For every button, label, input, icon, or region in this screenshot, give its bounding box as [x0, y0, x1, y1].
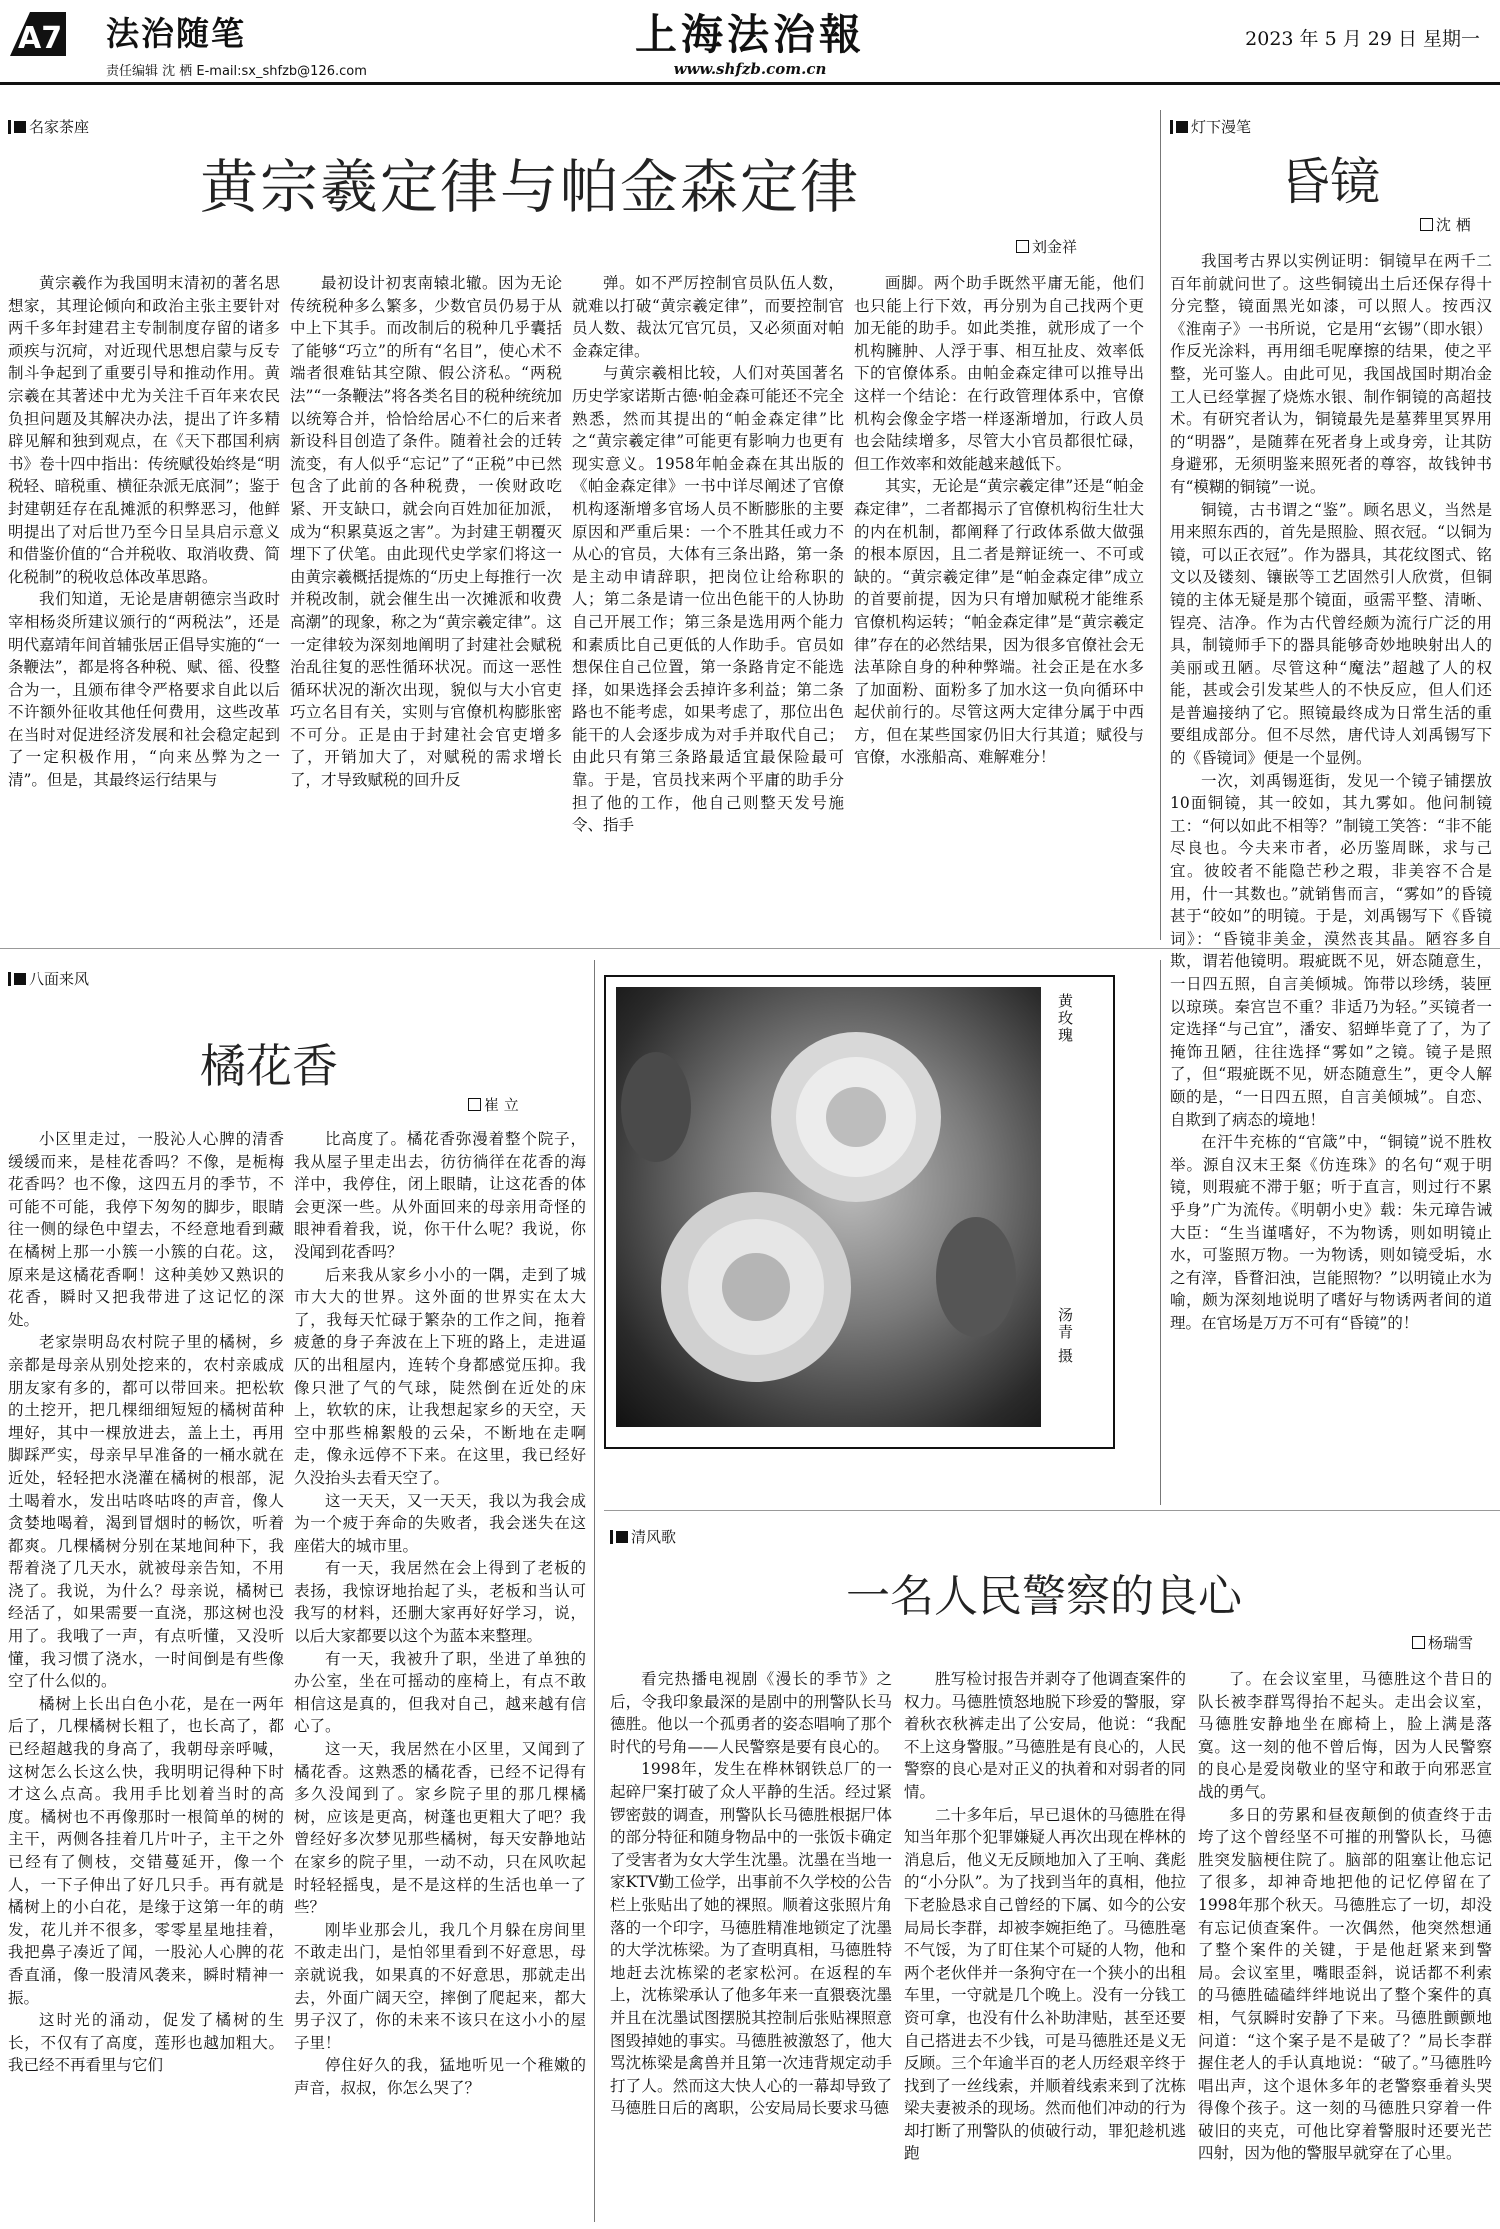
article2-title: 昏镜	[1280, 153, 1380, 211]
article4-column-3: 了。在会议室里，马德胜这个昔日的队长被李群骂得抬不起头。走出会议室，马德胜安静地坐在廊椅上，脸上满是落寞。这一刻的他不曾后悔，因为人民警察的良心是爱岗敬业的坚守和敢于向邪恶宣战的勇气。 多日的劳累和昼夜颠倒的侦查终于击垮了这个曾经坚不可摧的刑警队长，马德胜突发脑梗住院了。脑部的阻塞让他忘记了很多，却神奇地把他的记忆停留在了1998年那个秋天。马德胜忘了一切，却没有忘记侦查案件。一次偶然，他突然想通了整个案件的关键，于是他赶紧来到警局。会议室里，嘴眼歪斜，说话都不利索的马德胜磕磕绊绊地说出了整个案件的真相，气氛瞬时安静了下来。马德胜颤颤地问道：“这个案子是不是破了？”局长李群握住老人的手认真地说：“破了。”马德胜吟唱出声，这个退休多年的老警察垂着头哭得像个孩子。这一刻的马德胜只穿着一件破旧的夹克，可他比穿着警服时还要光芒四射，因为他的警服早就穿在了心里。	[1198, 1670, 1492, 2163]
column-divider	[1160, 110, 1161, 940]
section-title: 法治随笔	[106, 14, 246, 53]
article1-column-3: 弹。如不严厉控制官员队伍人数，就难以打破“黄宗羲定律”，而要控制官员人数、裁汰冗官冗员，又必须面对帕金森定律。 与黄宗羲相比较，人们对英国著名历史学家诺斯古德·帕金森可能还不完全熟悉，然而其提出的“帕金森定律”比之“黄宗羲定律”可能更有影响力也更有现实意义。1958年帕金森在其出版的《帕金森定律》一书中详尽阐述了官僚机构逐渐增多官场人员不断膨胀的主要原因和严重后果：一个不胜其任或力不从心的官员，大体有三条出路，第一条是主动申请辞职，把岗位让给称职的人；第二条是请一位出色能干的人协助自己开展工作；第三条是选用两个能力和素质比自己更低的人作助手。官员如想保住自己位置，第一条路肯定不能选择，如果选择会丢掉许多利益；第二条路也不能考虑，如果考虑了，那位出色能干的人会逐步成为对手并取代自己；由此只有第三条路最适宜最保险最可靠。于是，官员找来两个平庸的助手分担了他的工作，他自己则整天发号施令、指手	[572, 274, 844, 835]
article1-title: 黄宗羲定律与帕金森定律	[200, 153, 861, 221]
article4-column-1: 看完热播电视剧《漫长的季节》之后，令我印象最深的是剧中的刑警队长马德胜。他以一个孤勇者的姿态唱响了那个时代的号角——人民警察是要有良心的。 1998年，发生在桦林钢铁总厂的一起碎尸案打破了众人平静的生活。经过紧锣密鼓的调查，刑警队长马德胜根据尸体的部分特征和随身物品中的一张饭卡确定了受害者为女大学生沈墨。沈墨在当地一家KTV勤工俭学，出事前不久学校的公告栏上张贴出了她的裸照。顺着这张照片角落的一个印字，马德胜精准地锁定了沈墨的大学沈栋梁。为了查明真相，马德胜特地赶去沈栋梁的老家松河。在返程的车上，沈栋梁承认了他多年来一直猥亵沈墨并且在沈墨试图摆脱其控制后张贴裸照意图毁掉她的事实。马德胜被激怒了，他大骂沈栋梁是禽兽并且第一次违背规定动手打了人。然而这大快人心的一幕却导致了马德胜日后的离职，公安局局长要求马德	[610, 1670, 892, 2118]
article2-kicker: 灯下漫笔	[1170, 116, 1251, 137]
article3-column-2: 比高度了。橘花香弥漫着整个院子，我从屋子里走出去，彷彷徜徉在花香的海洋中，我停住，闭上眼睛，让这花香的体会更深一些。从外面回来的母亲用奇怪的眼神看着我，说，你干什么呢？我说，你没闻到花香吗？ 后来我从家乡小小的一隅，走到了城市大大的世界。这外面的世界实在太大了，我每天忙碌于繁杂的工作之间，拖着疲惫的身子奔波在上下班的路上，走进逼仄的出租屋内，连转个身都感觉压抑。我像只泄了气的气球，陡然倒在近处的床上，软软的床，让我想起家乡的天空，天空中那些棉絮般的云朵，不断地在走啊走，像永远停不下来。在这里，我已经好久没抬头去看天空了。 这一天天，又一天天，我以为我会成为一个疲于奔命的失败者，我会迷失在这座偌大的城市里。 有一天，我居然在会上得到了老板的表扬，我惊讶地抬起了头，老板和当认可我写的材料，还删大家再好好学习，说，以后大家都要以这个为蓝本来整理。 有一天，我被升了职，坐进了单独的办公室，坐在可摇动的座椅上，有点不敢相信这是真的，但我对自己，越来越有信心了。 这一天，我居然在小区里，又闻到了橘花香。这熟悉的橘花香，已经不记得有多久没闻到了。家乡院子里的那几棵橘树，应该是更高，树蓬也更粗大了吧？我曾经好多次梦见那些橘树，每天安静地站在家乡的院子里，一动不动，只在风吹起时轻轻摇曳，是不是这样的生活也单一了些？ 刚毕业那会儿，我几个月躲在房间里不敢走出门，是怕邻里看到不好意思，母亲就说我，如果真的不好意思，那就走出去，外面广阔天空，摔倒了爬起来，都大男子汉了，你的未来不该只在这小小的屋子里！ 停住好久的我，猛地听见一个稚嫩的声音，叔叔，你怎么哭了？	[294, 1130, 586, 2097]
row-divider	[604, 1510, 1500, 1511]
article3-title: 橘花香	[200, 1039, 338, 1093]
article1-column-4: 画脚。两个助手既然平庸无能，他们也只能上行下效，再分别为自己找两个更加无能的助手。如此类推，就形成了一个机构臃肿、人浮于事、相互扯皮、效率低下的官僚体系。由帕金森定律可以推导出这样一个结论：在行政管理体系中，官僚机构会像金字塔一样逐渐增加，行政人员也会陆续增多，尽管大小官员都很忙碌，但工作效率和效能越来越低下。 其实，无论是“黄宗羲定律”还是“帕金森定律”，二者都揭示了官僚机构衍生壮大的内在机制，都阐释了行政体系做大做强的根本原因，且二者是辩证统一、不可或缺的。“黄宗羲定律”是“帕金森定律”成立的首要前提，因为只有增加赋税才能维系官僚机构运转；“帕金森定律”是“黄宗羲定律”存在的必然结果，因为很多官僚社会无法革除自身的种种弊端。社会正是在水多了加面粉、面粉多了加水这一负向循环中起伏前行的。尽管这两大定律分属于中西方，但在某些国家仍旧大行其道；赋役与官僚，水涨船高、难解难分！	[854, 274, 1144, 767]
rose-photo	[616, 987, 1041, 1427]
page-number-text: A7	[18, 21, 63, 56]
editor-line: 责任编辑 沈 栖 E-mail:sx_shfzb@126.com	[106, 64, 367, 79]
article4-title: 一名人民警察的良心	[846, 1571, 1242, 1622]
article3-column-1: 小区里走过，一股沁人心脾的清香缓缓而来，是桂花香吗？不像，是栀梅花香吗？也不像，这四五月的季节，不可能不可能，我停下匆匆的脚步，眼睛往一侧的绿色中望去，不经意地看到藏在橘树上那一小簇一小簇的白花。这，原来是这橘花香啊！这种美妙又熟识的花香，瞬时又把我带进了这记忆的深处。 老家崇明岛农村院子里的橘树，乡亲都是母亲从别处挖来的，农村亲戚成朋友家有多的，都可以带回来。把松软的土挖开，把几棵细细短短的橘树苗种埋好，其中一棵放进去，盖上土，再用脚踩严实，母亲早早准备的一桶水就在近处，轻轻把水浇灌在橘树的根部，泥土喝着水，发出咕咚咕咚的声音，像人贪婪地喝着，渴到冒烟时的畅饮，听着都爽。几棵橘树分别在某地间种下，我帮着浇了几天水，就被母亲告知，不用浇了。我说，为什么？母亲说，橘树已经活了，如果需要一直浇，那这树也没用了。我哦了一声，有点听懂，又没听懂，我习惯了浇水，一时间倒是有些像空了什么似的。 橘树上长出白色小花，是在一两年后了，几棵橘树长粗了，也长高了，都已经超越我的身高了，我朝母亲呼喊，这树怎么长这么快，我明明记得种下时才这么点高。我用手比划着当时的高度。橘树也不再像那时一根简单的树的主干，两侧各挂着几片叶子，主干之外已经有了侧枝，交错蔓延开，像一个人，一下子伸出了好几只手。再有就是橘树上的小白花，是缘于这第一年的萌发，花儿并不很多，零零星星地挂着，我把鼻子凑近了闻，一股沁人心脾的花香直涌，像一股清风袭来，瞬时精神一振。 这时光的涌动，促发了橘树的生长，不仅有了高度，莲形也越加粗大。我已经不再看里与它们	[8, 1130, 284, 2075]
article3-byline: 崔 立	[468, 1094, 519, 1115]
photo-frame	[604, 975, 1115, 1449]
photo-title: 黄玫瑰	[1056, 993, 1074, 1044]
article3-kicker: 八面来风	[8, 968, 89, 989]
website[interactable]: www.shfzb.com.cn	[673, 60, 827, 78]
article4-column-2: 胜写检讨报告并剥夺了他调查案件的权力。马德胜愤怒地脱下珍爱的警服，穿着秋衣秋裤走出了公安局，他说：“我配不上这身警服。”马德胜是有良心的，人民警察的良心是对正义的执着和对弱者的同情。 二十多年后，早已退休的马德胜在得知当年那个犯罪嫌疑人再次出现在桦林的消息后，他义无反顾地加入了王响、龚彪的“小分队”。为了找到当年的真相，他拉下老脸恳求自己曾经的下属、如今的公安局局长李群，却被李婉拒绝了。马德胜毫不气馁，为了盯住某个可疑的人物，他和两个老伙伴并一条狗守在一个狭小的出租车里，一守就是几个晚上。没有一分钱工资可拿，也没有什么补助津贴，甚至还要自己搭进去不少钱，可是马德胜还是义无反顾。三个年逾半百的老人历经艰辛终于找到了一丝线索，并顺着线索来到了沈栋梁夫妻被杀的现场。然而他们冲动的行为却打断了刑警队的侦破行动，罪犯趁机逃跑	[904, 1670, 1186, 2163]
masthead: 上海法治報	[634, 10, 865, 59]
article2-byline: 沈 栖	[1420, 214, 1471, 235]
page-number	[8, 8, 78, 58]
article1-column-1: 黄宗羲作为我国明末清初的著名思想家，其理论倾向和政治主张主要针对两千多年封建君主专制制度存留的诸多顽疾与沉疴，对近现代思想启蒙与反专制斗争起到了重要引导和推动作用。黄宗羲在其著述中尤为关注千百年来农民负担问题及其解决办法，提出了许多精辟见解和独到观点，在《天下郡国利病书》卷十四中指出：传统赋役始终是“明税轻、暗税重、横征杂派无底洞”；鉴于封建朝廷存在乱摊派的积弊恶习，他鲜明提出了对后世乃至今日呈具启示意义和借鉴价值的“合并税收、取消收费、简化税制”的税收总体改革思路。 我们知道，无论是唐朝德宗当政时宰相杨炎所建议颁行的“两税法”，还是明代嘉靖年间首辅张居正倡导实施的“一条鞭法”，都是将各种税、赋、徭、役整合为一，且颁布律令严格要求自此以后不许额外征收其他任何费用，这些改革在当时对促进经济发展和社会稳定起到了一定积极作用，“向来丛弊为之一清”。但是，其最终运行结果与	[8, 274, 280, 790]
article2-column-1: 我国考古界以实例证明：铜镜早在两千二百年前就问世了。这些铜镜出土后还保存得十分完整，镜面黑光如漆，可以照人。按西汉《淮南子》一书所说，它是用“玄锡”（即水银）作反光涂料，再用细毛呢摩擦的结果，使之平整，光可鉴人。由此可见，我国战国时期冶金工人已经掌握了烧炼水银、制作铜镜的高超技术。有研究者认为，铜镜最先是墓葬里冥界用的“明器”，是随葬在死者身上或身旁，让其防身避邪，无须明鉴来照死者的尊容，故钱钟书有“模糊的铜镜”一说。 铜镜，古书谓之“鉴”。顾名思义，当然是用来照东西的，首先是照脸、照衣冠。“以铜为镜，可以正衣冠”。作为器具，其花纹图式、铭文以及镂刻、镶嵌等工艺固然引人欣赏，但铜镜的主体无疑是那个镜面，亟需平整、清晰、锃亮、洁净。作为古代曾经颇为流行广泛的用具，制镜师手下的器具能够奇妙地映射出人的美丽或丑陋。尽管这种“魔法”超越了人的权能，甚或会引发某些人的不快反应，但人们还是普遍接纳了它。照镜最终成为日常生活的重要组成部分。但不尽然，唐代诗人刘禹锡写下的《昏镜词》便是一个显例。 一次，刘禹锡逛街，发见一个镜子铺摆放10面铜镜，其一皎如，其九雾如。他问制镜工：“何以如此不相等？”制镜工笑答：“非不能尽良也。今夫来市者，必历鉴周眯，求与己宜。彼皎者不能隐芒秒之瑕，非美容不合是用，什一其数也。”就销售而言，“雾如”的昏镜甚于“皎如”的明镜。于是，刘禹锡写下《昏镜词》：“昏镜非美金，漠然丧其晶。陋容多自欺，谓若他镜明。瑕疵既不见，妍态随意生，一日四五照，自言美倾城。饰带以珍绣，装匣以琼瑛。秦宫岂不重？非适乃为轻。”买镜者一定选择“与己宜”，潘安、貂蝉毕竟了了，为了掩饰丑陋，往往选择“雾如”之镜。镜子是照了，但“瑕疵既不见，妍态随意生”，更令人解颐的是，“一日四五照，自言美倾城”。自恋、自欺到了病态的境地！ 在汗牛充栋的“官箴”中，“铜镜”说不胜枚举。源自汉末王粲《仿连珠》的名句“观于明镜，则瑕疵不滞于躯；听于直言，则过行不累乎身”广为流传。《明朝小史》载：朱元璋告诫大臣：“生当谨嗜好，不为物诱，则如明镜止水，可鉴照万物。一为物诱，则如镜受垢，水之有滓，昏瞀汩浊，岂能照物？”以明镜止水为喻，颇为深刻地说明了嗜好与物诱两者间的道理。在官场是万万不可有“昏镜”的！	[1170, 252, 1492, 1332]
article1-byline: 刘金祥	[1016, 236, 1077, 257]
article4-kicker: 清风歌	[610, 1526, 676, 1547]
column-divider	[1160, 960, 1161, 1505]
issue-date: 2023 年 5 月 29 日 星期一	[1245, 28, 1480, 50]
photo-credit: 汤青 摄	[1056, 1307, 1074, 1365]
article4-byline: 杨瑞雪	[1412, 1632, 1473, 1653]
header-rule	[0, 82, 1500, 85]
column-divider	[594, 960, 595, 2222]
article1-column-2: 最初设计初衷南辕北辙。因为无论传统税种多么繁多，少数官员仍易于从中上下其手。而改制后的税种几乎囊括了能够“巧立”的所有“名目”，使心术不端者很难钻其空隙、假公济私。“两税法”“一条鞭法”将各类名目的税种统统加以统筹合并，恰恰给居心不仁的后来者新设科目创造了条件。随着社会的迁转流变，有人似乎“忘记”了“正税”中已然包含了此前的各种税费，一俟财政吃紧、开支缺口，就会向百姓加征加派，成为“积累莫返之害”。为封建王朝覆灭埋下了伏笔。由此现代史学家们将这一由黄宗羲概括提炼的“历史上每推行一次并税改制，就会催生出一次摊派和收费高潮”的现象，称之为“黄宗羲定律”。这一定律较为深刻地阐明了封建社会赋税治乱往复的恶性循环状况。而这一恶性循环状况的渐次出现，貌似与大小官吏巧立名目有关，实则与官僚机构膨胀密不可分。正是由于封建社会官吏增多了，开销加大了，对赋税的需求增长了，才导致赋税的回升反	[290, 274, 562, 790]
article1-kicker: 名家茶座	[8, 116, 89, 137]
